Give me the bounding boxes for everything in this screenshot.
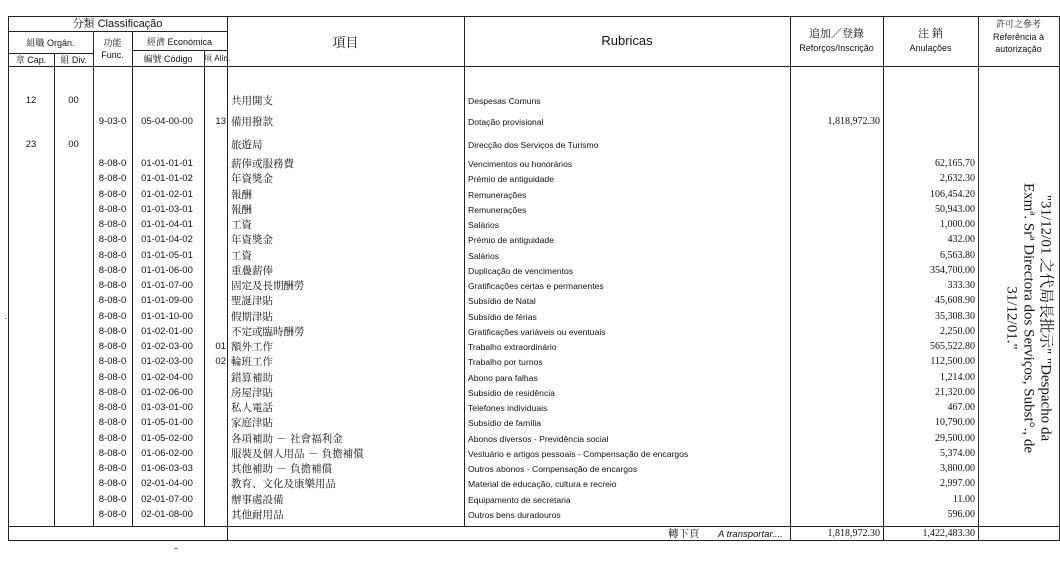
functional-cell: 8-08-0 [98,219,127,230]
functional-cell: 8-08-0 [98,508,127,520]
reinforce-pt-header: Reforços/Inscrição [799,43,874,53]
item-zh-cell: 旅遊局 [231,139,263,151]
economic-rule [132,50,227,51]
annul-cell: 11.00 [952,493,975,505]
reference-pt-header-1: Referência à [992,32,1045,42]
annul-pt-header: Anulações [909,43,952,53]
item-zh-cell: 服裝及個人用品 － 負擔補償 [231,447,364,460]
economic-code-cell: 01-02-06-00 [141,386,193,398]
functional-cell: 8-08-0 [98,417,127,429]
economic-code-cell: 01-01-06-00 [141,264,193,276]
annul-cell: 2,250.00 [940,325,975,337]
rubrica-cell: Vestuário e artigos pessoais - Compensação de encargos [468,448,689,459]
footer-label-pt: A transportar.... [718,529,783,540]
annul-cell: 3,800.00 [940,463,975,474]
annul-cell: 21,320.00 [935,386,975,398]
functional-cell: 8-08-0 [98,463,127,474]
functional-cell: 8-08-0 [98,295,127,307]
annul-cell: 10,790.00 [935,417,975,429]
alinea-header: 項 Alín. [204,54,231,63]
rubrica-cell: Prémio de antiguidade [468,235,554,246]
item-zh-cell: 其他補助 － 負擔補償 [231,463,333,475]
item-zh-cell: 房屋津貼 [231,386,273,399]
rubrica-cell: Despesas Comuns [468,96,541,106]
annul-ref-rule [978,16,979,540]
group-cell: 00 [68,139,79,150]
functional-cell: 8-08-0 [98,280,127,291]
functional-cell: 8-08-0 [98,432,127,444]
functional-cell: 8-08-0 [98,249,127,261]
annul-cell: 1,214.00 [940,371,975,383]
footer-label-zh: 轉下頁 [668,528,700,540]
rubrica-cell: Abono para falhas [468,372,538,383]
annul-zh-header: 注 銷 [917,28,944,40]
item-zh-cell: 錯算補助 [231,371,273,384]
item-zh-cell: 備用撥款 [231,116,273,128]
group-cell: 00 [68,95,79,106]
functional-cell: 8-08-0 [98,447,127,459]
annul-cell: 2,997.00 [940,478,975,490]
rubrica-cell: Gratificações certas e permanentes [468,281,604,291]
scan-speck [174,548,178,549]
annul-cell: 50,943.00 [935,203,975,215]
reference-zh-header: 許可之參考 [995,19,1041,29]
item-zh-cell: 薪俸或服務費 [231,158,294,170]
functional-cell: 8-08-0 [98,493,127,505]
item-zh-cell: 家庭津貼 [231,417,273,430]
organ-header: 組職 Orgân. [26,38,75,48]
chapter-cell: 12 [25,95,37,106]
economic-code-cell: 01-01-09-00 [141,295,193,307]
reference-pt-header-2: autorização [995,44,1042,54]
annul-cell: 45,608.90 [935,295,975,307]
item-zh-cell: 年資獎金 [231,173,273,186]
economic-code-cell: 02-01-08-00 [141,508,193,520]
rubrica-cell: Abonos diversos - Previdência social [468,433,609,444]
bottom-rule [8,540,1060,541]
footer-top-rule [8,526,1060,527]
annul-cell: 333.30 [947,280,975,291]
footer-total-reinforce: 1,818,972.30 [827,528,880,539]
functional-cell: 8-08-0 [98,341,127,352]
authorization-reference-note: "31/12/01 之代局長批示" "Despacho da Exmª. Srª Directora dos Serviços, Subst°., de 31/12/01." [1003,182,1054,454]
economic-code-cell: 01-01-05-01 [141,249,193,261]
rubrica-cell: Vencimentos ou honorários [468,159,573,169]
item-zh-cell: 年資獎金 [231,234,273,247]
functional-pt-header: Func. [101,50,124,60]
annul-cell: 5,374.00 [940,447,975,459]
functional-cell: 8-08-0 [98,234,127,246]
cap-div-rule [54,53,55,526]
item-zh-cell: 工資 [231,219,252,231]
economic-code-cell: 05-04-00-00 [141,116,193,127]
annul-cell: 596.00 [947,508,975,520]
header-bottom-rule [8,66,1060,67]
item-zh-cell: 額外工作 [231,341,273,353]
rubrica-cell: Remunerações [468,189,527,200]
rubrica-cell: Prémio de antiguidade [468,174,554,185]
alinea-cell: 02 [215,356,226,368]
economic-code-cell: 01-01-04-01 [141,219,193,230]
alinea-cell: 13 [215,116,226,127]
rubrica-cell: Duplicação de vencimentos [468,265,574,276]
economic-code-cell: 01-06-03-03 [141,463,193,474]
classification-header: 分類 Classificação [72,18,163,30]
rubrica-cell: Trabalho por turnos [468,357,543,368]
functional-cell: 8-08-0 [98,325,127,337]
group-header: 組 Div. [60,55,87,65]
economic-code-cell: 01-02-03-00 [141,341,193,352]
item-zh-cell: 其他耐用品 [231,508,284,521]
reinforce-cell: 1,818,972.30 [827,116,880,127]
economic-code-cell: 01-01-10-00 [141,310,193,322]
functional-cell: 8-08-0 [98,158,127,169]
top-rule [8,16,1060,17]
reinforce-zh-header: 追加／登錄 [809,28,864,40]
item-zh-cell: 報酬 [231,203,252,216]
economic-code-cell: 02-01-07-00 [141,493,193,505]
annul-cell: 2,632.30 [940,173,975,185]
annul-cell: 565,522.80 [930,341,975,352]
economic-code-cell: 01-01-07-00 [141,280,193,291]
classification-item-rule [227,16,228,540]
annul-cell: 354,700.00 [930,264,975,276]
rubrica-cell: Dotação provisional [468,117,544,127]
item-zh-cell: 不定或臨時酬勞 [231,325,305,338]
rubrica-cell: Subsídio de residência [468,387,555,398]
item-rubricas-rule [464,16,465,526]
item-zh-cell: 輪班工作 [231,356,273,369]
annul-cell: 6,563.80 [940,249,975,261]
chapter-cell: 23 [25,139,37,150]
functional-cell: 8-08-0 [98,203,127,215]
functional-cell: 8-08-0 [98,264,127,276]
item-zh-cell: 辦事處設備 [231,493,284,506]
item-zh-cell: 共用開支 [231,95,273,107]
functional-cell: 8-08-0 [98,188,127,200]
economic-code-cell: 01-05-01-00 [141,417,193,429]
functional-cell: 8-08-0 [98,386,127,398]
economic-header: 經濟 Económica [146,37,213,47]
annul-cell: 29,500.00 [935,432,975,444]
item-zh-cell: 各項補助 － 社會福利金 [231,432,343,445]
economic-code-cell: 01-01-01-02 [141,173,193,185]
item-zh-cell: 報酬 [231,188,252,201]
economic-code-cell: 01-02-03-00 [141,356,193,368]
annul-cell: 112,500.00 [930,356,975,368]
economic-code-cell: 01-06-02-00 [141,447,193,459]
economic-code-cell: 01-01-02-01 [141,188,193,200]
item-zh-cell: 固定及長期酬勞 [231,280,305,292]
economic-code-cell: 02-01-04-00 [141,478,193,490]
item-zh-cell: 聖誕津貼 [231,295,273,308]
rubrica-cell: Remunerações [468,204,527,215]
alinea-cell: 01 [215,341,226,352]
item-zh-header: 項目 [332,35,359,50]
footer-total-annul: 1,422,483.30 [922,528,975,539]
economic-code-cell: 01-01-04-02 [141,234,193,246]
functional-cell: 8-08-0 [98,402,127,413]
functional-cell: 8-08-0 [98,478,127,490]
item-zh-cell: 重疊薪俸 [231,264,273,277]
functional-cell: 8-08-0 [98,356,127,368]
item-zh-cell: 教育、文化及康樂用品 [231,478,336,491]
economic-code-cell: 01-03-01-00 [141,402,193,413]
rubricas-header: Rubricas [601,33,653,48]
rubrica-cell: Salários [468,220,500,230]
classification-rule [8,31,227,32]
rubrica-cell: Trabalho extraordinário [468,342,557,352]
annul-cell: 467.00 [947,402,975,413]
annul-cell: 35,308.30 [935,310,975,322]
rubricas-reinf-rule [790,16,791,540]
economic-code-cell: 01-01-03-01 [141,203,193,215]
functional-cell: 8-08-0 [98,371,127,383]
rubrica-cell: Gratificações variáveis ou eventuais [468,326,606,337]
rubrica-cell: Subsídio de férias [468,311,537,322]
rubrica-cell: Direcção dos Serviços de Turismo [468,140,599,150]
rubrica-cell: Outros bens duradouros [468,509,561,520]
functional-header: 功能 [103,38,122,48]
rubrica-cell: Subsídio de Natal [468,296,536,307]
rubrica-cell: Subsídio de família [468,418,542,429]
annul-cell: 106,454.20 [930,188,975,200]
economic-code-cell: 01-01-01-01 [141,158,193,169]
annul-cell: 432.00 [947,234,975,246]
annul-cell: 1,000.00 [940,219,975,230]
functional-cell: 8-08-0 [98,173,127,185]
code-header: 編號 Código [143,54,193,64]
item-zh-cell: 私人電話 [231,402,273,414]
economic-code-cell: 01-05-02-00 [141,432,193,444]
annul-cell: 62,165.70 [935,158,975,169]
chapter-header: 章 Cap. [15,55,47,65]
reinf-annul-rule [883,16,884,540]
rubrica-cell: Outros abonos - Compensação de encargos [468,464,638,474]
item-zh-cell: 工資 [231,249,252,262]
scan-speck [5,318,6,319]
rubrica-cell: Material de educação, cultura e recreio [468,479,617,490]
organ-rule [8,53,93,54]
rubrica-cell: Telefones individuais [468,403,548,413]
rubrica-cell: Salários [468,250,500,261]
functional-cell: 9-03-0 [98,116,127,127]
economic-code-cell: 01-02-04-00 [141,371,193,383]
rubrica-cell: Equipamento de secretaria [468,494,571,505]
economic-code-cell: 01-02-01-00 [141,325,193,337]
functional-cell: 8-08-0 [98,310,127,322]
item-zh-cell: 假期津貼 [231,310,273,323]
